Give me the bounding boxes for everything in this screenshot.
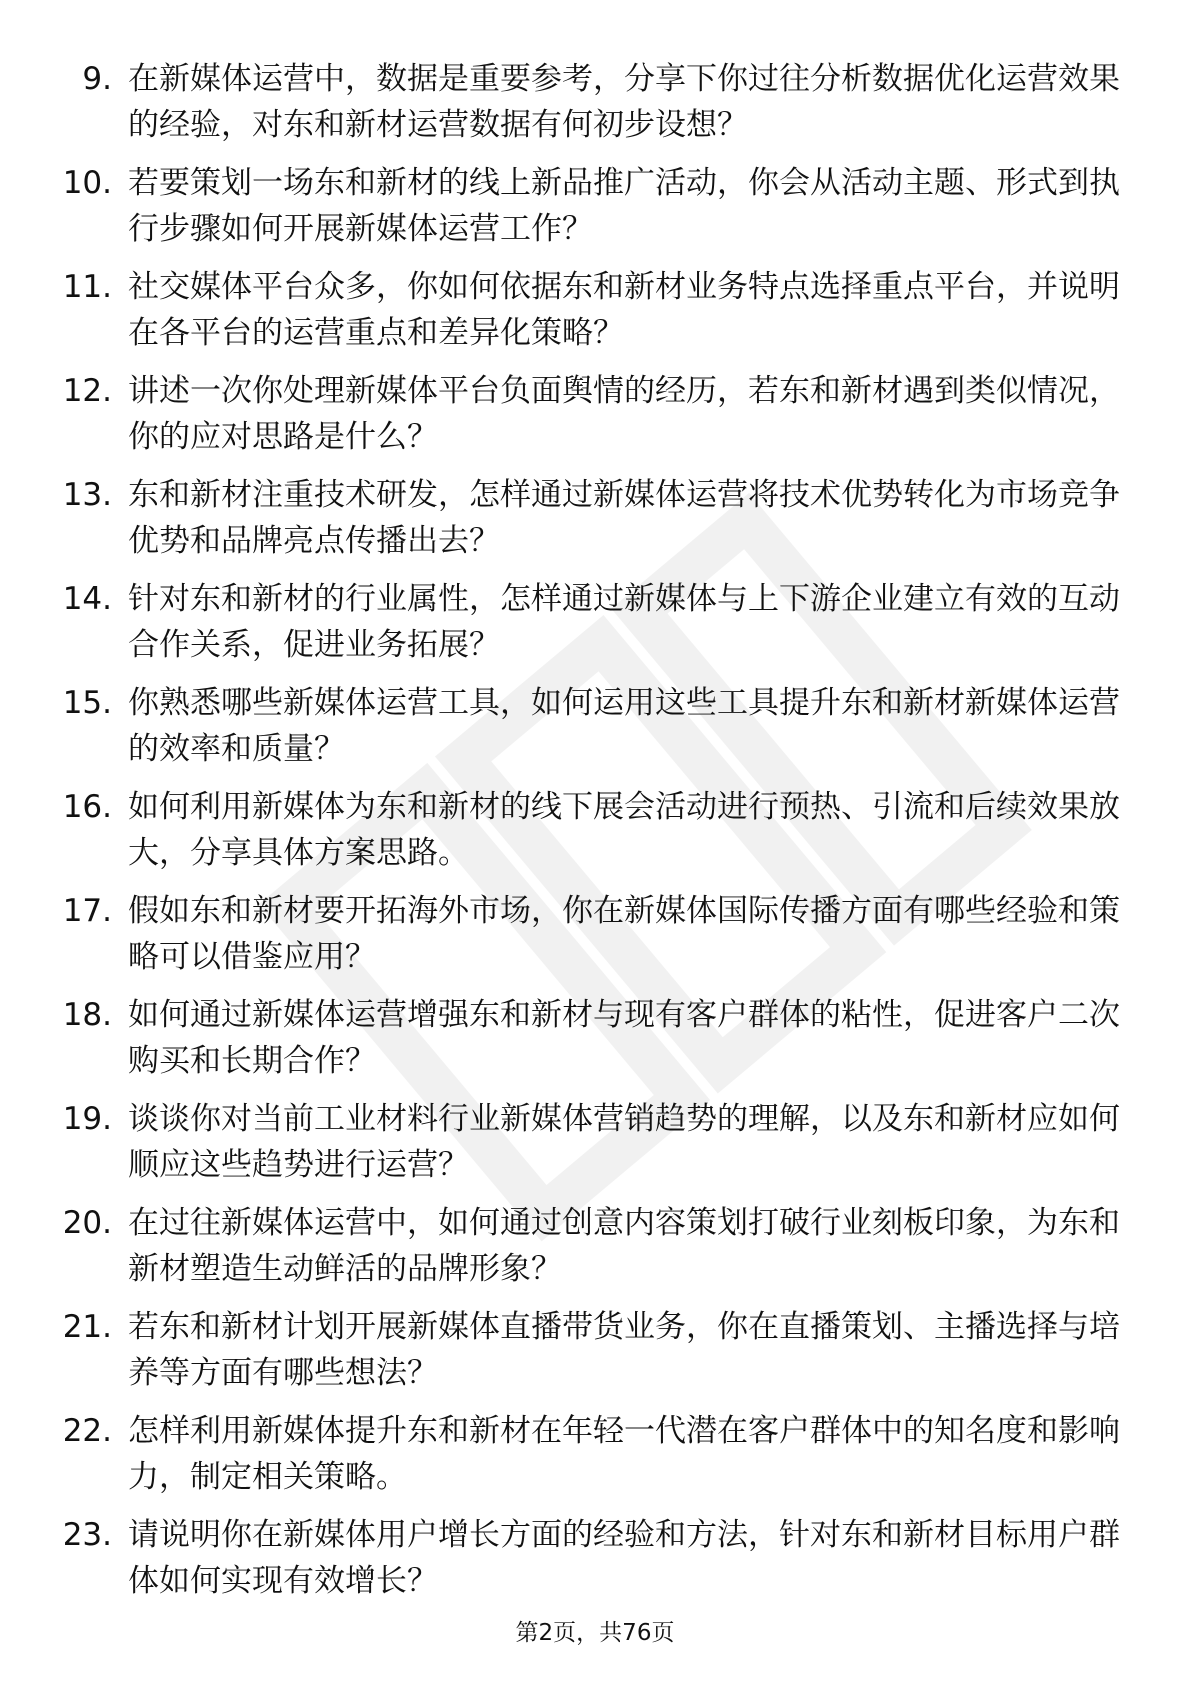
question-number: 15. [62,685,112,721]
question-text: 在过往新媒体运营中，如何通过创意内容策划打破行业刻板印象，为东和新材塑造生动鲜活的品牌形象？ [128,1205,1120,1287]
question-number: 19. [62,1101,112,1137]
question-number: 14. [62,581,112,617]
question-number: 12. [62,373,112,409]
question-item [0,566,1190,670]
question-item [0,1398,1190,1502]
question-item [0,670,1190,774]
question-text: 在新媒体运营中，数据是重要参考，分享下你过往分析数据优化运营效果的经验，对东和新材运营数据有何初步设想？ [128,61,1120,143]
question-item [0,1294,1190,1398]
question-text: 如何利用新媒体为东和新材的线下展会活动进行预热、引流和后续效果放大，分享具体方案思路。 [128,789,1120,871]
question-item [0,150,1190,254]
question-number: 13. [62,477,112,513]
question-number: 23. [62,1517,112,1553]
question-item [0,982,1190,1086]
question-item [0,1086,1190,1190]
question-text: 社交媒体平台众多，你如何依据东和新材业务特点选择重点平台，并说明在各平台的运营重点和差异化策略？ [128,269,1120,351]
question-item [0,1190,1190,1294]
question-item [0,254,1190,358]
question-text: 谈谈你对当前工业材料行业新媒体营销趋势的理解，以及东和新材应如何顺应这些趋势进行运营？ [128,1101,1120,1183]
question-number: 21. [62,1309,112,1345]
question-number: 17. [62,893,112,929]
question-text: 你熟悉哪些新媒体运营工具，如何运用这些工具提升东和新材新媒体运营的效率和质量？ [128,685,1120,767]
question-text: 讲述一次你处理新媒体平台负面舆情的经历，若东和新材遇到类似情况，你的应对思路是什么？ [128,373,1120,455]
question-text: 如何通过新媒体运营增强东和新材与现有客户群体的粘性，促进客户二次购买和长期合作？ [128,997,1120,1079]
question-text: 假如东和新材要开拓海外市场，你在新媒体国际传播方面有哪些经验和策略可以借鉴应用？ [128,893,1120,975]
question-text: 若东和新材计划开展新媒体直播带货业务，你在直播策划、主播选择与培养等方面有哪些想法？ [128,1309,1120,1391]
question-text: 若要策划一场东和新材的线上新品推广活动，你会从活动主题、形式到执行步骤如何开展新媒体运营工作？ [128,165,1120,247]
question-number: 16. [62,789,112,825]
question-item [0,358,1190,462]
question-text: 东和新材注重技术研发，怎样通过新媒体运营将技术优势转化为市场竞争优势和品牌亮点传播出去？ [128,477,1120,559]
question-number: 18. [62,997,112,1033]
question-text: 怎样利用新媒体提升东和新材在年轻一代潜在客户群体中的知名度和影响力，制定相关策略。 [128,1413,1120,1495]
page-footer: 第2页，共76页 [515,1620,675,1646]
question-number: 9. [82,61,112,97]
question-text: 请说明你在新媒体用户增长方面的经验和方法，针对东和新材目标用户群体如何实现有效增长？ [128,1517,1120,1599]
question-number: 20. [62,1205,112,1241]
question-text: 针对东和新材的行业属性，怎样通过新媒体与上下游企业建立有效的互动合作关系，促进业务拓展？ [128,581,1120,663]
question-number: 22. [62,1413,112,1449]
question-item [0,774,1190,878]
question-list [0,46,1190,1606]
question-item [0,462,1190,566]
question-item [0,1502,1190,1606]
question-number: 11. [62,269,112,305]
question-item [0,878,1190,982]
question-item [0,46,1190,150]
question-number: 10. [62,165,112,201]
